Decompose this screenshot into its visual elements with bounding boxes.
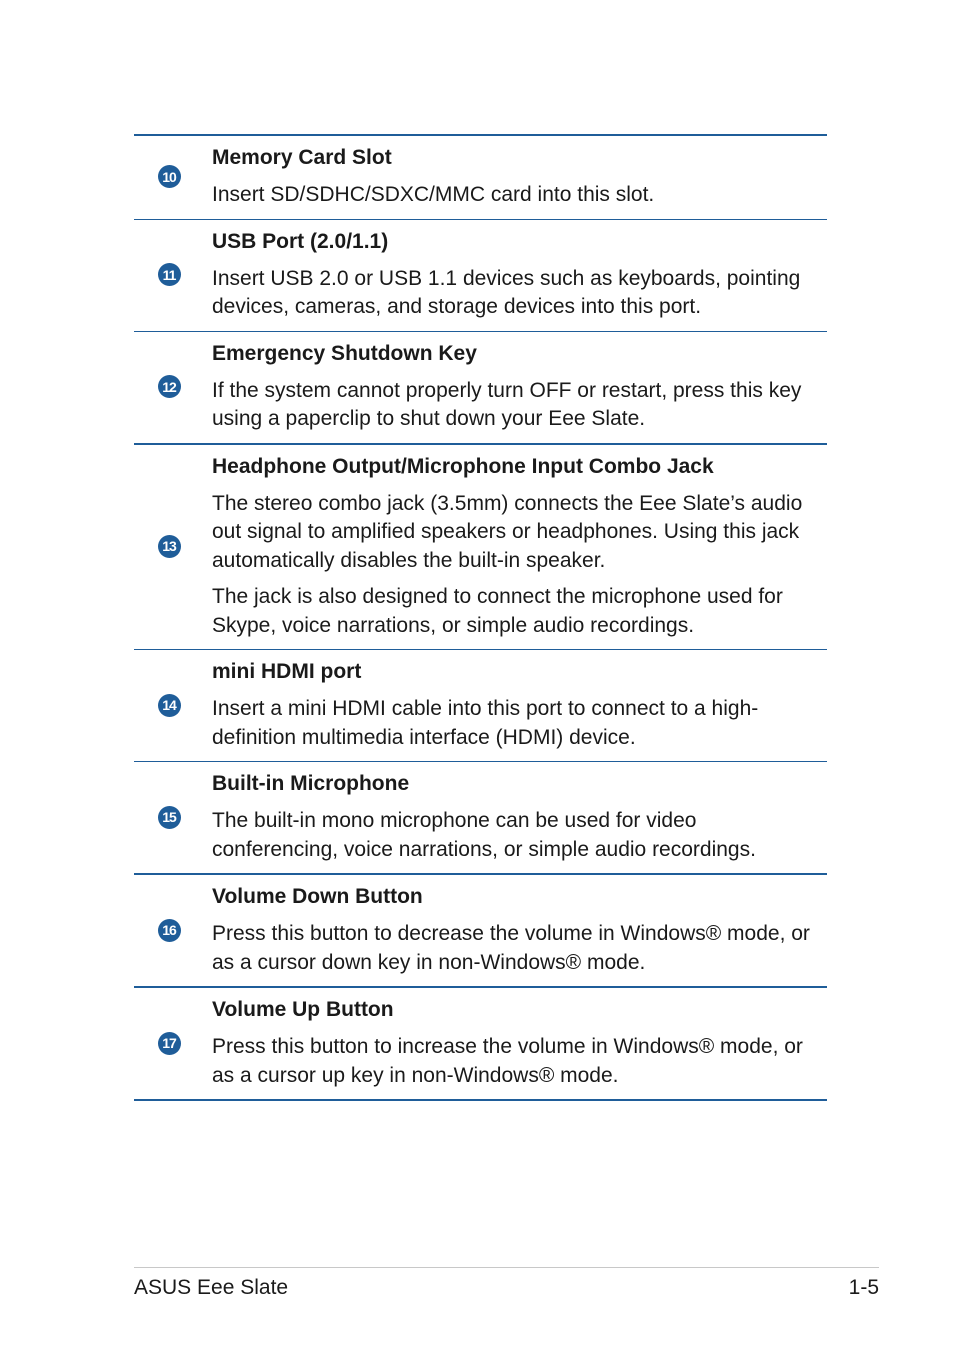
item-description: If the system cannot properly turn OFF or restart, press this key using a paperclip to shut down your Eee Slate. xyxy=(212,378,802,430)
item-number-badge: 10 xyxy=(158,165,181,188)
item-number-badge: 13 xyxy=(158,535,181,558)
table-row xyxy=(134,988,827,1101)
item-number-badge: 12 xyxy=(158,375,181,398)
item-description: Insert USB 2.0 or USB 1.1 devices such as keyboards, pointing devices, cameras, and storage devices into this port. xyxy=(212,266,801,318)
item-title: Built-in Microphone xyxy=(212,772,410,795)
item-title: Emergency Shutdown Key xyxy=(212,341,477,365)
item-title: mini HDMI port xyxy=(212,660,362,683)
table-row xyxy=(134,220,827,332)
item-number-badge: 16 xyxy=(158,919,181,942)
item-title: USB Port (2.0/1.1) xyxy=(212,229,389,253)
table-row xyxy=(134,762,827,875)
table-row xyxy=(134,875,827,988)
table-row xyxy=(134,332,827,445)
footer-divider xyxy=(134,1267,879,1268)
table-row xyxy=(134,650,827,762)
item-description: Press this button to decrease the volume in Windows® mode, or as a cursor down key in non-Windows® mode. xyxy=(212,922,810,974)
item-title: Volume Up Button xyxy=(212,998,394,1021)
footer-product-name: ASUS Eee Slate xyxy=(134,1276,289,1299)
item-number-badge: 17 xyxy=(158,1032,181,1055)
table-row xyxy=(134,136,827,220)
item-number-badge: 11 xyxy=(158,263,181,286)
item-description: Insert a mini HDMI cable into this port to connect to a high-definition multimedia interface (HDMI) device. xyxy=(212,697,759,749)
item-description: Press this button to increase the volume in Windows® mode, or as a cursor up key in non-Windows® mode. xyxy=(212,1035,803,1087)
table-row xyxy=(134,445,827,651)
item-title: Volume Down Button xyxy=(212,885,423,908)
item-title: Memory Card Slot xyxy=(212,146,392,169)
item-description: The jack is also designed to connect the microphone used for Skype, voice narrations, or simple audio recordings. xyxy=(212,585,783,637)
item-number-badge: 14 xyxy=(158,694,181,717)
item-number-badge: 15 xyxy=(158,806,181,829)
page-number: 1-5 xyxy=(848,1276,879,1299)
component-table xyxy=(134,134,827,1101)
item-description: The built-in mono microphone can be used for video conferencing, voice narrations, or simple audio recordings. xyxy=(212,809,756,861)
item-description: Insert SD/SDHC/SDXC/MMC card into this slot. xyxy=(212,183,655,206)
item-title: Headphone Output/Microphone Input Combo Jack xyxy=(212,454,714,478)
item-description: The stereo combo jack (3.5mm) connects the Eee Slate’s audio out signal to amplified speakers or headphones. Using this jack automatically disables the built-in speaker. xyxy=(212,491,803,572)
